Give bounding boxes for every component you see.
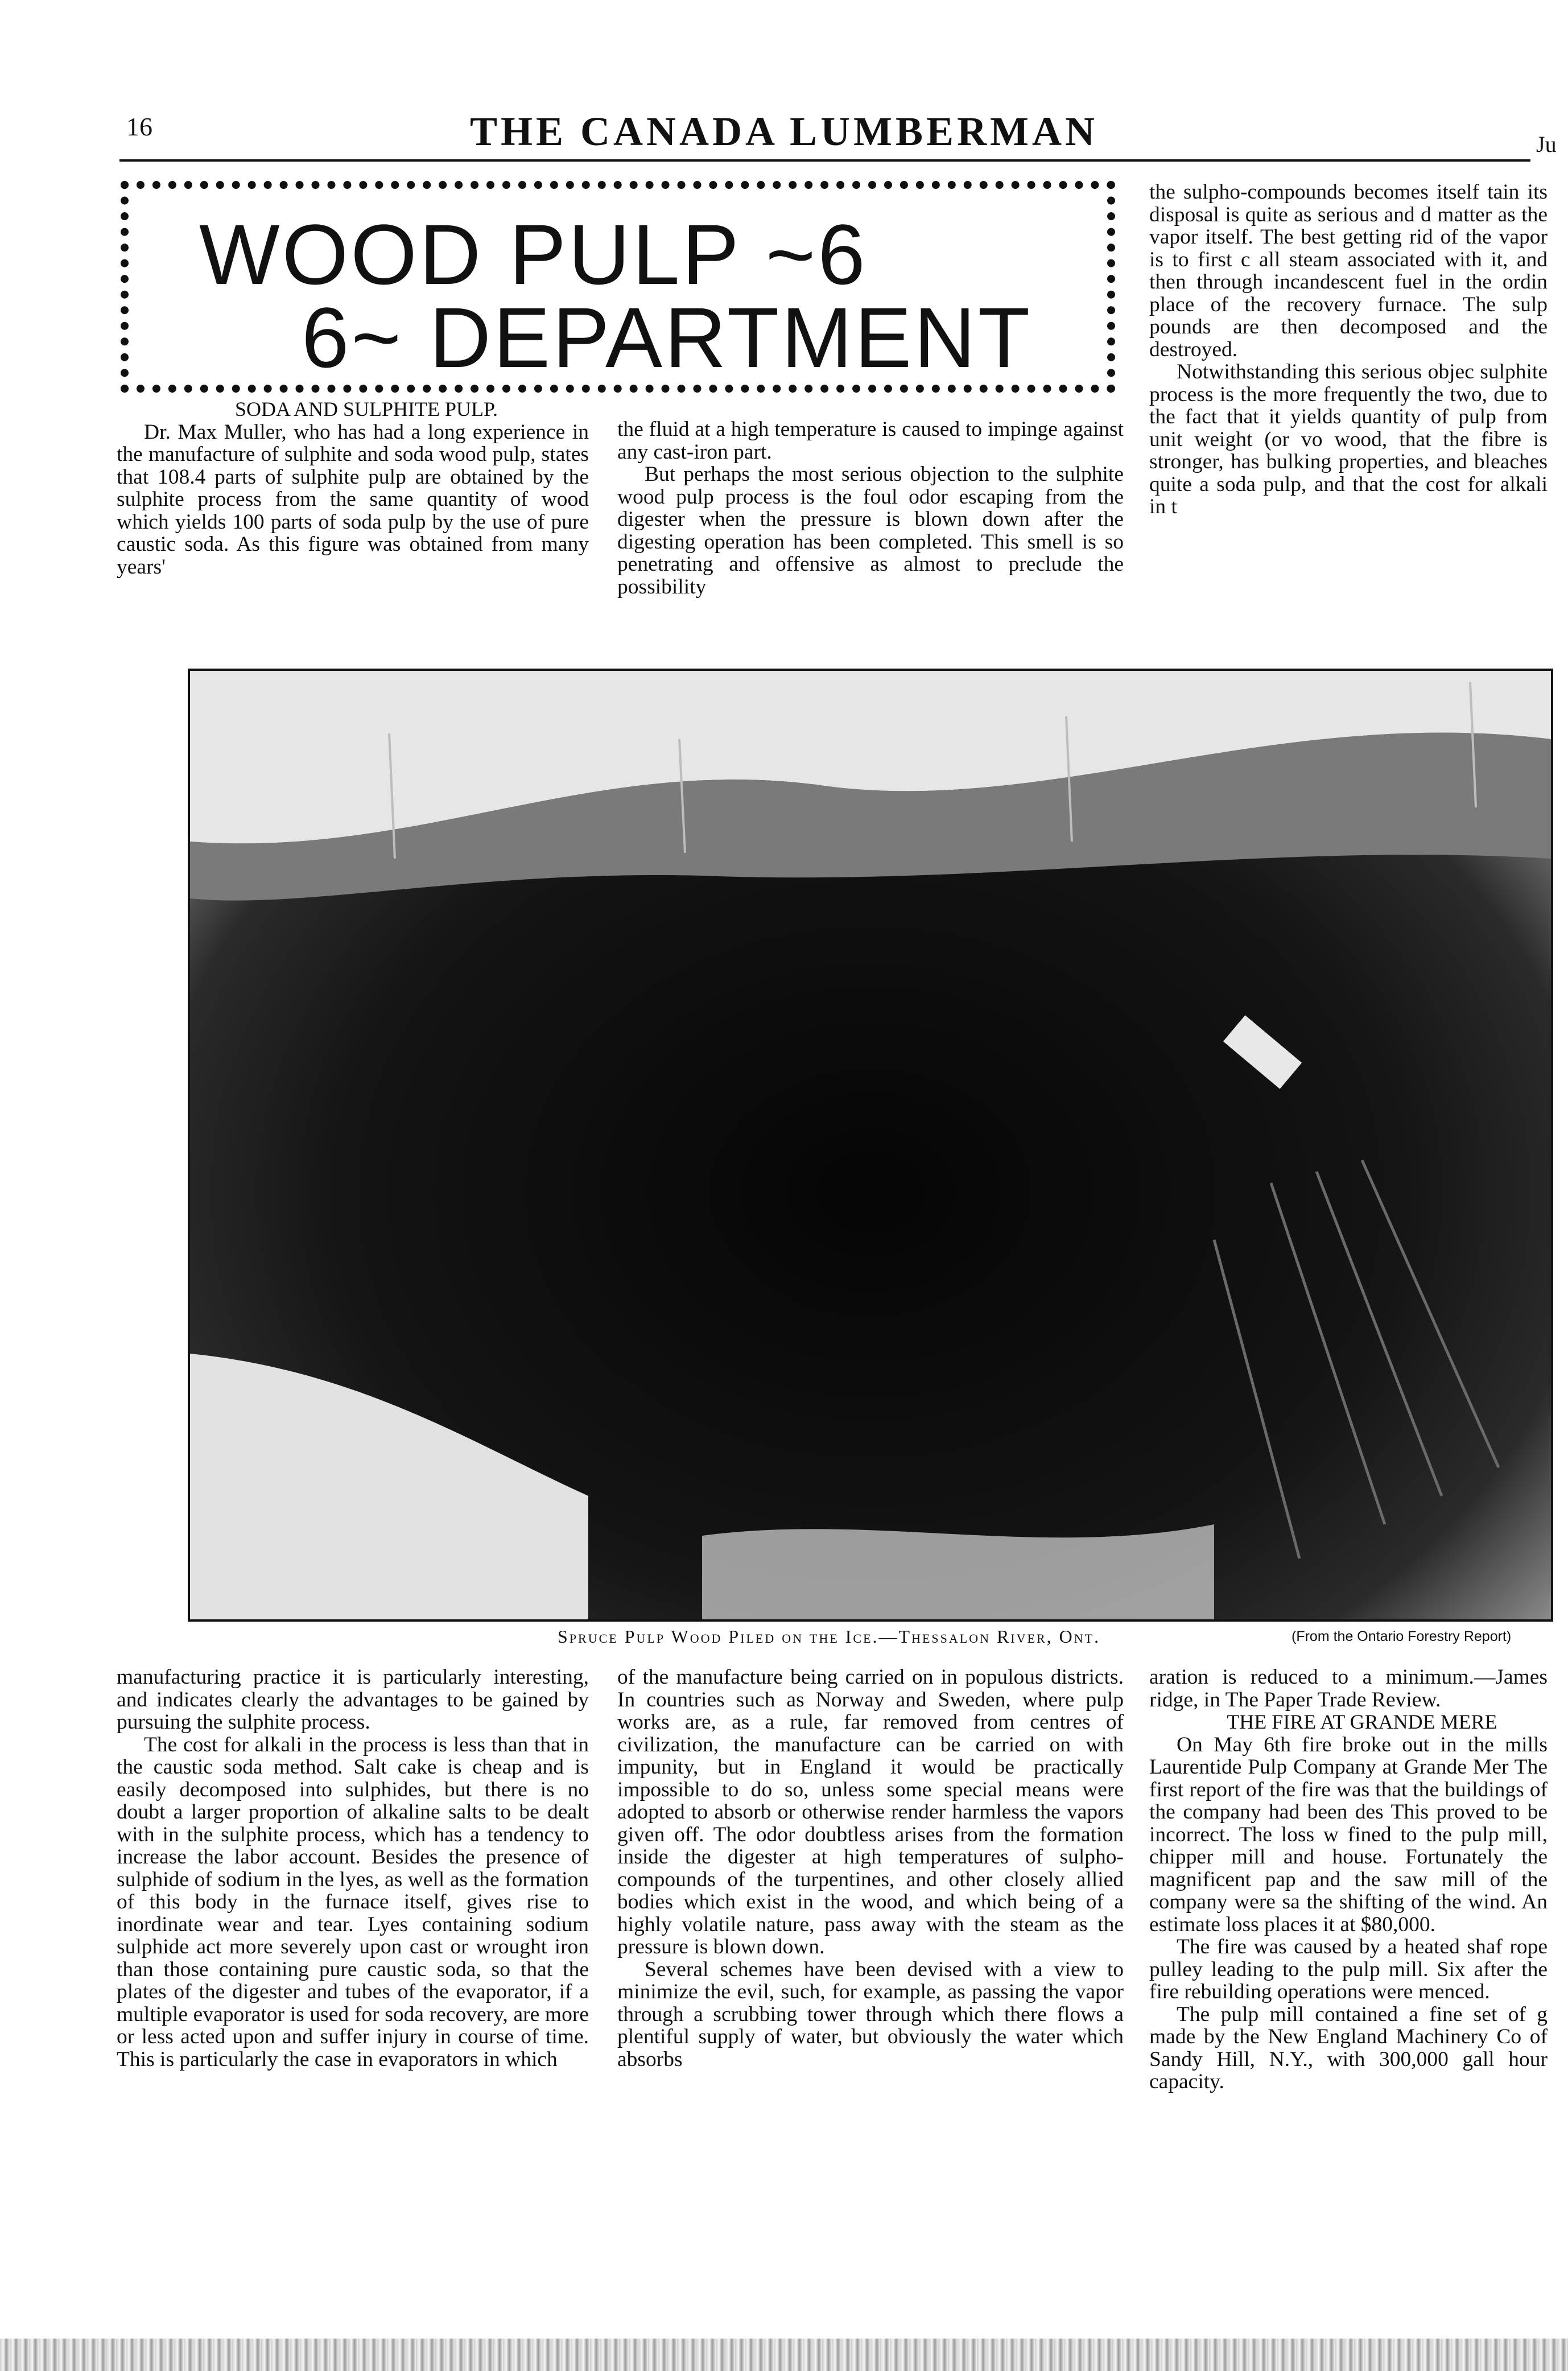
paragraph: But perhaps the most serious objection to the sulphite wood pulp process is the foul odor escaping from the digester when the pressure is blown down after the digesting operation has been completed. This smell is so penetrating and offensive as almost to preclude the possibility (617, 463, 1124, 599)
column-1-bottom (117, 1666, 589, 2071)
paragraph: Dr. Max Muller, who has had a long experience in the manufacture of sulphite and soda wood pulp, states that 108.4 parts of sulphite pulp are obtained by the sulphite process from the same quantity of wood which yields 100 parts of soda pulp by the use of pure caustic soda. As this figure was obtained from many years' (117, 420, 589, 579)
paragraph: Notwithstanding this serious objec sulphite process is the more frequently the two, due to the fact that it yields quantity of pulp from unit weight (or vo wood, that the fibre is stronger, has bulking properties, and bleaches quite a soda pulp, and that the cost for alkali in t (1149, 360, 1548, 518)
paragraph: aration is reduced to a minimum.—James ridge, in The Paper Trade Review. (1149, 1665, 1548, 1712)
paragraph: Several schemes have been devised with a view to minimize the evil, such, for example, as passing the vapor through a scrubbing tower through which there flows a plentiful supply of water, but obviously the water which absorbs (617, 1957, 1124, 2071)
article-headline: THE FIRE AT GRANDE MERE (1227, 1710, 1497, 1733)
column-3-bottom (1149, 1666, 1548, 2093)
masthead-rule (119, 159, 1530, 162)
paragraph: manufacturing practice it is particularly interesting, and indicates clearly the advantages to be gained by pursuing the sulphite process. (117, 1665, 589, 1734)
scan-edge-strip (0, 2339, 1568, 2371)
column-2-bottom (617, 1666, 1124, 2071)
page-number: 16 (126, 112, 152, 141)
spruce-pulp-wood-photo (188, 669, 1553, 1622)
masthead-title: THE CANADA LUMBERMAN (469, 109, 1099, 154)
column-2-top (617, 418, 1124, 598)
paragraph: The fire was caused by a heated shaf rope pulley leading to the pulp mill. Six after the fire rebuilding operations were menced. (1149, 1935, 1548, 2003)
column-3-top (1149, 181, 1548, 518)
paragraph: The pulp mill contained a fine set of g made by the New England Machinery Co of Sandy Hill, N.Y., with 300,000 gall hour capacity. (1149, 2002, 1548, 2093)
paragraph: the sulpho-compounds becomes itself tain its disposal is quite as serious and d matter as the vapor itself. The best getting rid of the vapor is to first c all steam associated with it, and then through incandescent fuel in the ordin place of the recovery furnace. The sulp pounds are then decomposed and the destroyed. (1149, 180, 1548, 361)
photo-credit: (From the Ontario Forestry Report) (1291, 1628, 1512, 1644)
paragraph: On May 6th fire broke out in the mills Laurentide Pulp Company at Grande Mer The first report of the fire was that the buildings of the company had been des This proved to be incorrect. The loss w fined to the pulp mill, chipper mill and house. Fortunately the magnificent pap and the saw mill of the company were sa the shifting of the wind. An estimate loss places it at $80,000. (1149, 1733, 1548, 1936)
paragraph: The cost for alkali in the process is less than that in the caustic soda method. Salt cake is cheap and is easily decomposed into sulphides, but there is no doubt a larger proportion of alkaline salts to be dealt with in the sulphite process, which has a tendency to increase the labor account. Besides the presence of sulphide of sodium in the lyes, as well as the formation of this body in the furnace itself, gives rise to inordinate wear and tear. Lyes containing sodium sulphide act more severely upon cast or wrought iron than those containing pure caustic soda, so that the plates of the digester and tubes of the evaporator, if a multiple evaporator is used for soda recovery, are more or less acted upon and suffer injury in course of time. This is particularly the case in evaporators in which (117, 1733, 589, 2071)
paragraph: the fluid at a high temperature is caused to impinge against any cast-iron part. (617, 418, 1124, 464)
article-headline: SODA AND SULPHITE PULP. (234, 398, 498, 420)
photo-caption: Spruce Pulp Wood Piled on the Ice.—Thessalon River, Ont. (558, 1626, 1101, 1647)
banner-line-1: WOOD PULP ~6 (199, 207, 868, 302)
paragraph: of the manufacture being carried on in populous districts. In countries such as Norway and Sweden, where pulp works are, as a rule, far removed from centres of civilization, the manufacture can be carried on with impunity, but in England it would be practically impossible to do so, unless some special means were adopted to absorb or otherwise render harmless the vapors given off. The odor doubtless arises from the formation inside the digester at high temperatures of sulpho-compounds of the turpentines, and other closely allied bodies which exist in the wood, and which being of a highly volatile nature, pass away with the steam as the pressure is blown down. (617, 1665, 1124, 1958)
right-edge-fragment: Ju (1536, 131, 1557, 157)
column-1-top (117, 398, 589, 578)
banner-line-2: 6~ DEPARTMENT (302, 290, 1033, 385)
